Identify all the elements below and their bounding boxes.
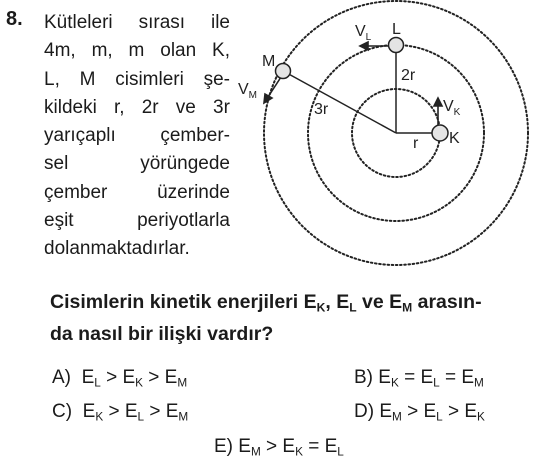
stem-word: 3r: [213, 96, 230, 118]
stem-word: m,: [91, 40, 113, 62]
velocity-k-arrowhead: [434, 98, 442, 106]
label-vk: $V_K$: [443, 98, 461, 118]
stem-word: periyotlarla: [137, 210, 230, 232]
stem-line: [44, 37, 230, 65]
stem-word: olan: [160, 40, 197, 62]
stem-line: [44, 150, 230, 178]
stem-word: 4m,: [44, 40, 76, 62]
label-3r: 3r: [314, 101, 329, 118]
stem-line: [44, 94, 230, 122]
velocity-l-arrowhead: [360, 42, 368, 50]
stem-word: çember-: [160, 125, 230, 147]
stem-line: [44, 9, 230, 37]
choice-e[interactable]: E) $E_M > E_K = E_L$: [214, 436, 344, 459]
question-stem: [44, 9, 230, 264]
body-m: [276, 64, 291, 79]
question-number: 8.: [6, 8, 23, 30]
choice-b[interactable]: B) $E_K = E_L = E_M$: [354, 367, 484, 390]
stem-line: [44, 207, 230, 235]
stem-word: 2r: [141, 96, 159, 118]
label-vm: $V_M$: [238, 81, 258, 101]
stem-word: şe-: [203, 68, 230, 90]
stem-line: [44, 179, 230, 207]
stem-line: [44, 235, 230, 263]
stem-word: K,: [212, 40, 230, 62]
stem-word: eşit: [44, 210, 74, 232]
stem-word: ile: [210, 12, 230, 33]
stem-word: sırası: [138, 12, 186, 33]
stem-word: yörüngede: [140, 153, 230, 175]
stem-word: M: [79, 68, 96, 90]
orbit-diagram: [232, 0, 554, 285]
stem-word: r,: [113, 96, 125, 118]
stem-word: dolanmaktadırlar.: [44, 238, 190, 260]
stem-word: kildeki: [44, 96, 97, 118]
stem-word: m: [128, 40, 145, 62]
stem-line: [44, 122, 230, 150]
label-r: r: [413, 135, 419, 152]
label-k: K: [449, 130, 460, 147]
label-2r: 2r: [401, 67, 416, 84]
stem-word: üzerinde: [157, 181, 230, 203]
label-m: M: [262, 53, 276, 70]
stem-word: yarıçaplı: [44, 125, 116, 147]
stem-word: sel: [44, 153, 69, 175]
choice-c[interactable]: C) $E_K > E_L > E_M$: [52, 401, 189, 424]
prompt-line-2: da nasıl bir ilişki vardır?: [50, 323, 274, 345]
stem-word: ve: [175, 96, 196, 118]
choice-a[interactable]: A) $E_L > E_K > E_M$: [52, 367, 188, 390]
stem-word: çember: [44, 181, 108, 203]
stem-word: cisimleri: [115, 68, 184, 90]
label-vl: $V_L$: [355, 23, 372, 43]
stem-word: L,: [44, 68, 60, 90]
label-l: L: [392, 21, 401, 38]
radius-3r-line: [285, 72, 396, 133]
stem-word: Kütleleri: [44, 12, 113, 33]
question-prompt: [50, 286, 550, 350]
body-k: [432, 125, 448, 141]
choice-d[interactable]: D) $E_M > E_L > E_K$: [354, 401, 485, 424]
stem-line: [44, 66, 230, 94]
body-l: [389, 38, 404, 53]
prompt-line-1: Cisimlerin kinetik enerjileri $E_K$, $E_L$ ve $E_M$ arasın-: [50, 291, 482, 315]
